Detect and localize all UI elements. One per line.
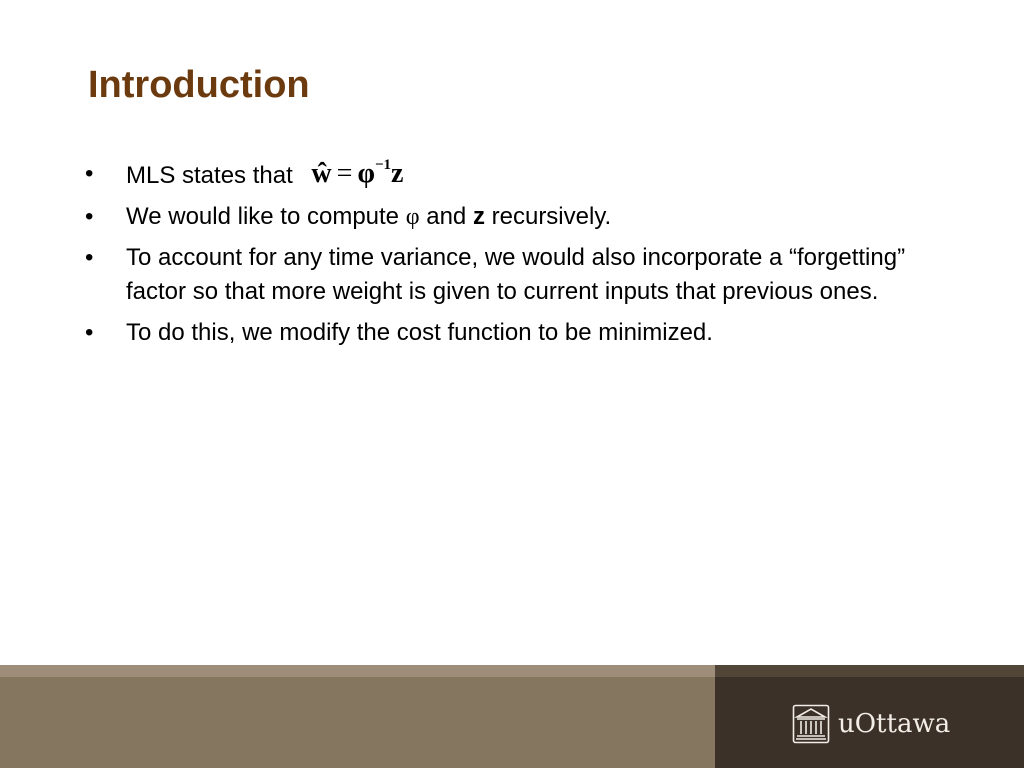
bullet-item [85, 200, 935, 234]
uottawa-logo [792, 704, 950, 744]
slide-title: Introduction [88, 64, 310, 106]
bullet-marker: • [85, 319, 94, 346]
equation-phi: φ [357, 158, 375, 189]
bullet-text: To account for any time variance, we would also incorporate a “forgetting” factor so that more weight is given to current inputs that previous ones. [126, 244, 906, 305]
bullet-item [85, 241, 935, 309]
bullet-text: MLS states that [126, 162, 293, 189]
university-building-icon [792, 704, 830, 744]
footer-bar-left [0, 677, 715, 768]
bullet-item [85, 316, 935, 350]
z-symbol: z [472, 203, 485, 230]
bullet-marker: • [85, 244, 94, 271]
bullet-text-after: recursively. [491, 203, 612, 230]
bullet-text-before: We would like to compute [126, 203, 400, 230]
bullet-text: To do this, we modify the cost function to be minimized. [126, 319, 713, 346]
bullet-item [85, 157, 935, 193]
footer-bar-left-top [0, 665, 715, 677]
logo-text: uOttawa [838, 709, 951, 739]
equation-exponent: −1 [374, 156, 391, 173]
equation-lhs: ŵ [311, 158, 332, 189]
bullet-marker: • [85, 160, 94, 187]
equation-rhs: z [391, 158, 404, 189]
equation-operator: = [336, 158, 353, 189]
bullet-text-middle: and [426, 203, 467, 230]
phi-symbol: φ [405, 204, 420, 230]
bullet-marker: • [85, 203, 94, 230]
footer-bar-right-top [715, 665, 1024, 677]
bullet-list [85, 157, 935, 357]
equation [311, 157, 403, 191]
